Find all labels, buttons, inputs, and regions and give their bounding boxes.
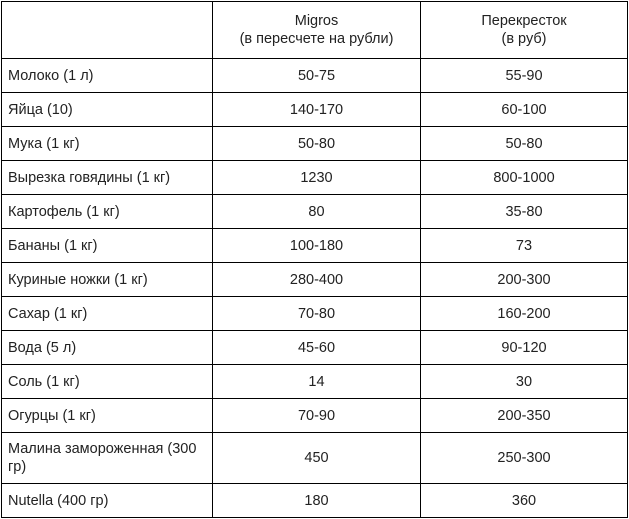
migros-price-cell: 80 xyxy=(213,195,421,229)
migros-price-cell: 50-75 xyxy=(213,59,421,93)
migros-price-cell: 1230 xyxy=(213,161,421,195)
table-row xyxy=(2,127,628,161)
table-row xyxy=(2,399,628,433)
migros-price-cell: 14 xyxy=(213,365,421,399)
product-cell: Бананы (1 кг) xyxy=(2,229,213,263)
perekrestok-price-cell: 250-300 xyxy=(421,433,628,484)
migros-price-cell: 100-180 xyxy=(213,229,421,263)
product-cell: Куриные ножки (1 кг) xyxy=(2,263,213,297)
product-cell: Соль (1 кг) xyxy=(2,365,213,399)
product-cell: Сахар (1 кг) xyxy=(2,297,213,331)
table-row xyxy=(2,331,628,365)
table-row xyxy=(2,365,628,399)
header-perekrestok-note: (в руб) xyxy=(501,31,547,47)
perekrestok-price-cell: 200-300 xyxy=(421,263,628,297)
perekrestok-price-cell: 200-350 xyxy=(421,399,628,433)
perekrestok-price-cell: 60-100 xyxy=(421,93,628,127)
product-cell: Nutella (400 гр) xyxy=(2,484,213,518)
table-header-row xyxy=(2,2,628,59)
perekrestok-price-cell: 160-200 xyxy=(421,297,628,331)
migros-price-cell: 450 xyxy=(213,433,421,484)
migros-price-cell: 70-80 xyxy=(213,297,421,331)
migros-price-cell: 45-60 xyxy=(213,331,421,365)
product-cell: Молоко (1 л) xyxy=(2,59,213,93)
price-comparison-table xyxy=(1,1,628,518)
migros-price-cell: 70-90 xyxy=(213,399,421,433)
table-row xyxy=(2,161,628,195)
migros-price-cell: 140-170 xyxy=(213,93,421,127)
header-perekrestok xyxy=(421,2,628,59)
header-migros-note: (в пересчете на рубли) xyxy=(239,31,394,47)
perekrestok-price-cell: 35-80 xyxy=(421,195,628,229)
product-cell: Вода (5 л) xyxy=(2,331,213,365)
product-cell: Яйца (10) xyxy=(2,93,213,127)
table-row xyxy=(2,229,628,263)
migros-price-cell: 280-400 xyxy=(213,263,421,297)
perekrestok-price-cell: 73 xyxy=(421,229,628,263)
table-row xyxy=(2,93,628,127)
perekrestok-price-cell: 30 xyxy=(421,365,628,399)
migros-price-cell: 50-80 xyxy=(213,127,421,161)
product-cell: Малина замороженная (300 гр) xyxy=(2,433,213,484)
migros-price-cell: 180 xyxy=(213,484,421,518)
perekrestok-price-cell: 800-1000 xyxy=(421,161,628,195)
table-row xyxy=(2,195,628,229)
perekrestok-price-cell: 90-120 xyxy=(421,331,628,365)
header-perekrestok-title: Перекресток xyxy=(481,13,567,29)
table-row xyxy=(2,297,628,331)
perekrestok-price-cell: 50-80 xyxy=(421,127,628,161)
perekrestok-price-cell: 55-90 xyxy=(421,59,628,93)
product-cell: Мука (1 кг) xyxy=(2,127,213,161)
table-row xyxy=(2,263,628,297)
header-migros xyxy=(213,2,421,59)
table-row xyxy=(2,484,628,518)
header-corner-cell xyxy=(2,2,213,59)
table-row xyxy=(2,59,628,93)
table-row xyxy=(2,433,628,484)
product-cell: Картофель (1 кг) xyxy=(2,195,213,229)
product-cell: Вырезка говядины (1 кг) xyxy=(2,161,213,195)
perekrestok-price-cell: 360 xyxy=(421,484,628,518)
product-cell: Огурцы (1 кг) xyxy=(2,399,213,433)
header-migros-title: Migros xyxy=(294,13,339,29)
